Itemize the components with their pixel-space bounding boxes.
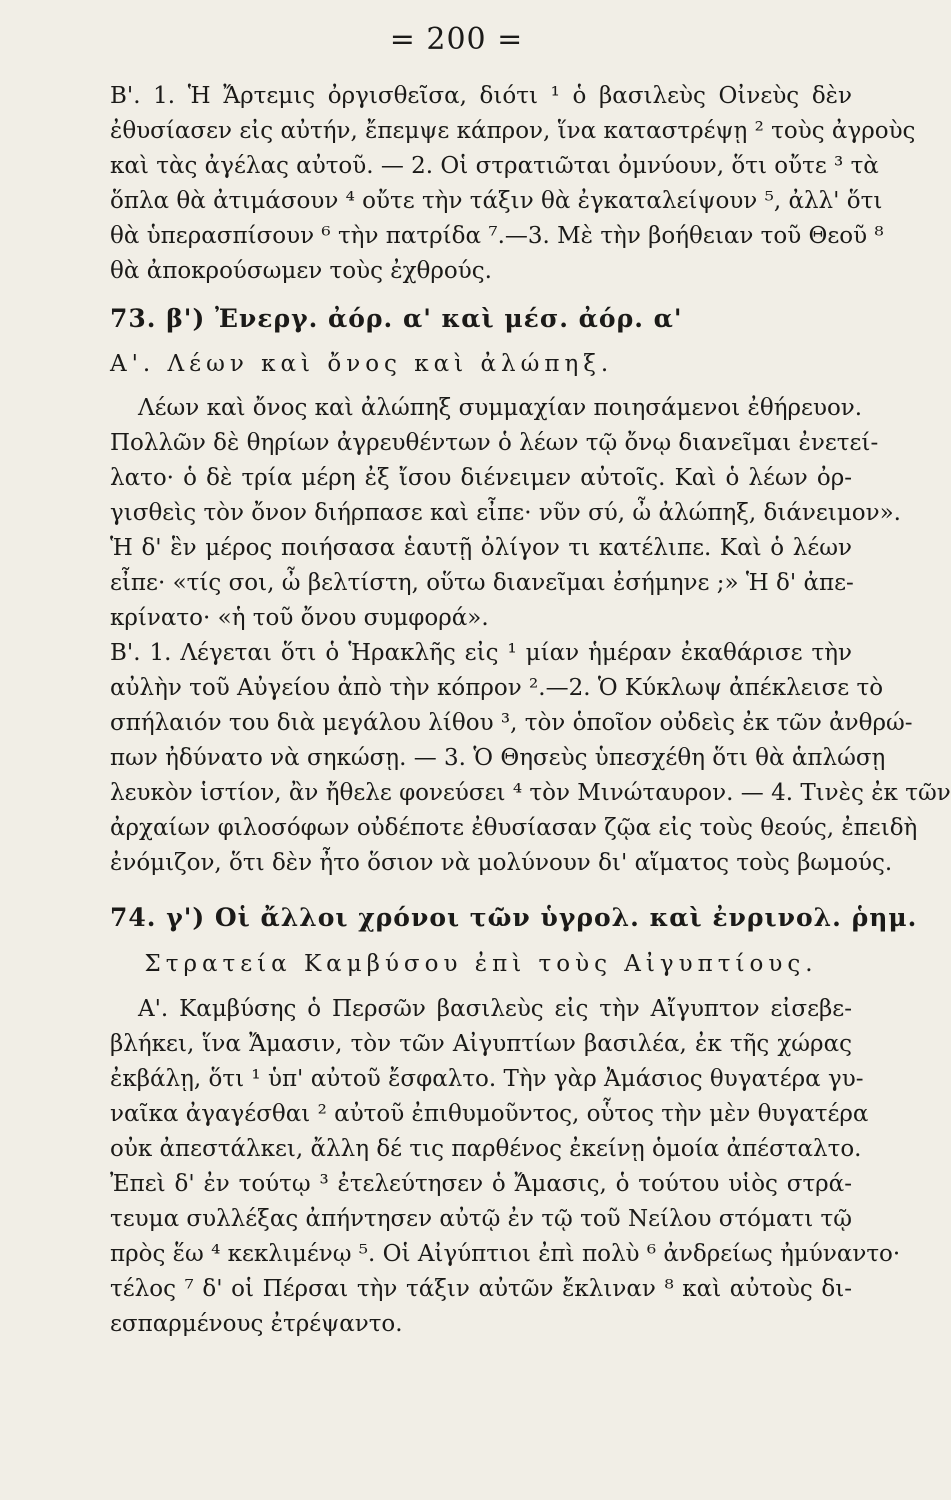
text-line: τευμα συλλέξας ἀπήντησεν αὐτῷ ἐν τῷ τοῦ Νείλου στόματι τῷ [110, 1206, 853, 1232]
text-line: λευκὸν ἱστίον, ἂν ἤθελε φονεύσει ⁴ τὸν Μινώταυρον. — 4. Τινὲς ἐκ τῶν [110, 780, 951, 806]
text-line: πρὸς ἕω ⁴ κεκλιμένῳ ⁵. Οἱ Αἰγύπτιοι ἐπὶ πολὺ ⁶ ἀνδρείως ἠμύναντο· [110, 1241, 901, 1267]
text-line: Πολλῶν δὲ θηρίων ἀγρευθέντων ὁ λέων τῷ ὄνῳ διανεῖμαι ἐνετεί- [110, 430, 879, 456]
text-line: ἀρχαίων φιλοσόφων οὐδέποτε ἐθυσίασαν ζῷα εἰς τοὺς θεούς, ἐπειδὴ [110, 815, 918, 841]
text-line: γισθεὶς τὸν ὄνον διήρπασε καὶ εἶπε· νῦν σύ, ὦ ἀλώπηξ, διάνειμον». [110, 500, 901, 526]
text-line: Α'. Καμβύσης ὁ Περσῶν βασιλεὺς εἰς τὴν Αἴγυπτον εἰσεβε- [138, 996, 852, 1022]
text-line: Ἡ δ' ἓν μέρος ποιήσασα ἑαυτῇ ὀλίγον τι κατέλιπε. Καὶ ὁ λέων [110, 535, 852, 561]
section-heading-73: 73. β') Ἐνεργ. ἀόρ. α' καὶ μέσ. ἀόρ. α' [110, 304, 683, 333]
text-line: ἐκβάλῃ, ὅτι ¹ ὑπ' αὐτοῦ ἔσφαλτο. Τὴν γὰρ Ἀμάσιος θυγατέρα γυ- [110, 1066, 864, 1092]
text-line: εσπαρμένους ἐτρέψαντο. [110, 1311, 403, 1337]
text-line: ἐνόμιζον, ὅτι δὲν ἦτο ὅσιον νὰ μολύνουν δι' αἵματος τοὺς βωμούς. [110, 850, 893, 876]
text-line: θὰ ἀποκρούσωμεν τοὺς ἐχθρούς. [110, 258, 492, 284]
text-line: ἐθυσίασεν εἰς αὐτήν, ἔπεμψε κάπρον, ἵνα καταστρέψῃ ² τοὺς ἀγροὺς [110, 118, 916, 144]
text-line: κρίνατο· «ἡ τοῦ ὄνου συμφορά». [110, 605, 489, 631]
story-title-cambyses: Στρατεία Καμβύσου ἐπὶ τοὺς Αἰγυπτίους. [144, 951, 818, 977]
text-line: λατο· ὁ δὲ τρία μέρη ἐξ ἴσου διένειμεν αὐτοῖς. Καὶ ὁ λέων ὀρ- [110, 465, 852, 491]
section-heading-74: 74. γ') Οἱ ἄλλοι χρόνοι τῶν ὑγρολ. καὶ ἐνρινολ. ῥημ. [110, 903, 918, 932]
text-line: βλήκει, ἵνα Ἄμασιν, τὸν τῶν Αἰγυπτίων βασιλέα, ἐκ τῆς χώρας [110, 1031, 852, 1057]
text-line: ὅπλα θὰ ἀτιμάσουν ⁴ οὔτε τὴν τάξιν θὰ ἐγκαταλείψουν ⁵, ἀλλ' ὅτι [110, 188, 883, 214]
text-line: καὶ τὰς ἀγέλας αὐτοῦ. — 2. Οἱ στρατιῶται ὀμνύουν, ὅτι οὔτε ³ τὰ [110, 153, 879, 179]
text-line: Λέων καὶ ὄνος καὶ ἀλώπηξ συμμαχίαν ποιησάμενοι ἐθήρευον. [138, 395, 863, 421]
text-line: εἶπε· «τίς σοι, ὦ βελτίστη, οὕτω διανεῖμαι ἐσήμηνε ;» Ἡ δ' ἀπε- [110, 570, 854, 596]
text-line: ναῖκα ἀγαγέσθαι ² αὐτοῦ ἐπιθυμοῦντος, οὗτος τὴν μὲν θυγατέρα [110, 1101, 869, 1127]
text-line: θὰ ὑπερασπίσουν ⁶ τὴν πατρίδα ⁷.—3. Μὲ τὴν βοήθειαν τοῦ Θεοῦ ⁸ [110, 223, 884, 249]
text-line: Β'. 1. Λέγεται ὅτι ὁ Ἡρακλῆς εἰς ¹ μίαν ἡμέραν ἐκαθάρισε τὴν [110, 640, 852, 666]
text-line: σπήλαιόν του διὰ μεγάλου λίθου ³, τὸν ὁποῖον οὐδεὶς ἐκ τῶν ἀνθρώ- [110, 710, 913, 736]
page-number: = 200 = [389, 22, 524, 57]
text-line: τέλος ⁷ δ' οἱ Πέρσαι τὴν τάξιν αὐτῶν ἔκλιναν ⁸ καὶ αὐτοὺς δι- [110, 1276, 852, 1302]
text-line: αὐλὴν τοῦ Αὐγείου ἀπὸ τὴν κόπρον ².—2. Ὁ Κύκλωψ ἀπέκλεισε τὸ [110, 675, 884, 701]
text-line: πων ἠδύνατο νὰ σηκώσῃ. — 3. Ὁ Θησεὺς ὑπεσχέθη ὅτι θὰ ἁπλώσῃ [110, 745, 886, 771]
story-title-lion-donkey-fox: Α'. Λέων καὶ ὄνος καὶ ἀλώπηξ. [110, 351, 614, 377]
text-line: Ἐπεὶ δ' ἐν τούτῳ ³ ἐτελεύτησεν ὁ Ἄμασις, ὁ τούτου υἱὸς στρά- [110, 1171, 852, 1197]
text-line: οὐκ ἀπεστάλκει, ἄλλη δέ τις παρθένος ἐκείνῃ ὁμοία ἀπέσταλτο. [110, 1136, 862, 1162]
text-line: Β'. 1. Ἡ Ἄρτεμις ὀργισθεῖσα, διότι ¹ ὁ βασιλεὺς Οἰνεὺς δὲν [110, 83, 852, 109]
